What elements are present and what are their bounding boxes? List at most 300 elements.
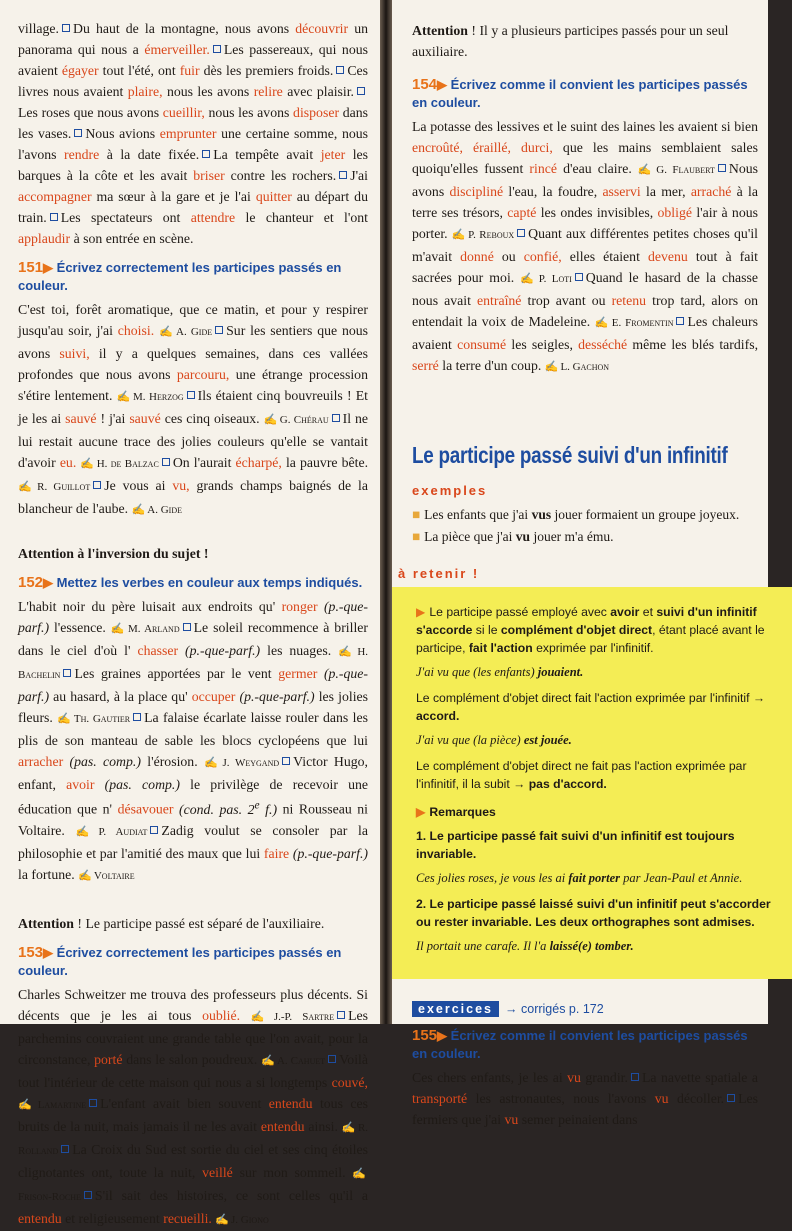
pen-icon: ✍ (78, 869, 92, 882)
text: décoller. (676, 1091, 725, 1106)
participle-in-color: capté (507, 205, 537, 220)
verb-in-color: arracher (18, 754, 64, 769)
author: P. Audiat (98, 825, 148, 838)
example-text: La pièce que j'ai (424, 529, 516, 544)
text: Ces chers enfants, je les ai (412, 1070, 563, 1085)
text: d'eau claire. (563, 161, 632, 176)
pen-icon: ✍ (18, 1098, 36, 1111)
verb-in-color: ronger (281, 599, 318, 614)
text: Ces livres nous avaient (18, 63, 369, 99)
text: tout l'été, ont (102, 63, 176, 78)
author: P. Loti (538, 273, 572, 285)
verb-in-color: jeter (320, 147, 346, 162)
participle-in-color: confié, (523, 249, 562, 264)
text: On l'aurait (172, 455, 232, 470)
triangle-icon: ▶ (43, 260, 54, 275)
separator-icon (357, 87, 365, 95)
separator-icon (61, 1145, 69, 1153)
text: Zadig voulut se consoler par la philosophie et par l'amitié des maux que lui (18, 822, 368, 861)
text: La Croix du Sud est sortie du ciel et ses cinq étoiles clignotantes ont, toute la nuit, (18, 1141, 368, 1180)
participle-in-color: rincé (529, 161, 557, 176)
text: l'essence. (53, 620, 106, 635)
tense-hint: (pas. comp.) (69, 754, 141, 769)
separator-icon (332, 414, 340, 422)
remark-bold: fait (539, 829, 558, 843)
participle-in-color: écharpé, (235, 455, 282, 470)
text: Il ne lui restait aucune trace des jolies couleurs qu'elle se vantait d'avoir (18, 411, 369, 470)
example-bold: vu (515, 529, 531, 544)
text: Les passereaux, qui nous avaient (18, 42, 368, 78)
author: H. Bachelin (18, 646, 369, 681)
exercise-150-continued (18, 18, 368, 249)
author: P. Reboux (468, 229, 515, 241)
tense-hint-part: (cond. pas. 2 (179, 801, 255, 817)
participle-in-color: vu, (172, 478, 190, 493)
pen-icon: ✍ (338, 646, 356, 658)
separator-icon (215, 326, 223, 334)
participle-in-color: sauvé (129, 411, 161, 426)
text: J'ai (350, 168, 369, 183)
text: S'il sait des histoires, ce sont celles qu'il a (94, 1187, 368, 1203)
participle-in-color: éraillé, (473, 140, 511, 155)
text: Je vous ai (104, 478, 166, 493)
text: grandir. (585, 1070, 628, 1085)
verb-in-color: briser (193, 168, 225, 183)
rule-text: exprimée par l'infinitif. (532, 641, 654, 655)
exercises-label: exercices (412, 1001, 499, 1017)
participle-in-color: devenu (647, 249, 688, 264)
text: la pauvre bête. (285, 455, 369, 470)
triangle-icon: ▶ (43, 575, 54, 590)
answers-link: → corrigés p. 172 (505, 1002, 604, 1016)
author: A. Gide (176, 326, 213, 338)
pen-icon: ✍ (158, 326, 175, 338)
exercise-153-heading (18, 944, 368, 980)
separator-icon (337, 1011, 345, 1019)
participle-in-color: vu (504, 1112, 519, 1127)
separator-icon (150, 826, 158, 834)
exercise-number: 151 (18, 259, 44, 276)
pen-icon: ✍ (75, 825, 97, 838)
verb-in-color: désavouer (117, 801, 174, 817)
participle-in-color: eu. (59, 455, 77, 470)
text: et religieusement (65, 1210, 160, 1226)
attention-note (18, 543, 368, 564)
example-bold: fait porter (568, 871, 621, 885)
separator-icon (328, 1055, 336, 1063)
author: M. Herzog (133, 391, 184, 403)
verb-in-color: plaire, (127, 84, 163, 99)
tense-hint: (p.-que-parf.) (185, 643, 261, 658)
separator-icon (62, 24, 70, 32)
text: ! j'ai (100, 411, 126, 426)
tense-hint (179, 799, 278, 817)
verb-in-color: faire (263, 845, 290, 861)
rule-bold: avoir (610, 605, 640, 619)
verb-in-color: accompagner (18, 189, 92, 204)
verb-in-color: rendre (64, 147, 100, 162)
text: nous les avons (208, 105, 290, 120)
text: La navette spatiale a (641, 1070, 758, 1085)
pen-icon: ✍ (116, 391, 132, 403)
text: les astronautes, nous l'avons (475, 1091, 647, 1106)
text: une étrange procession s'étire lentement. (18, 367, 368, 403)
rule-example (416, 731, 782, 749)
left-page-content (0, 0, 380, 1231)
exercise-instruction: Mettez les verbes en couleur aux temps indiqués. (56, 575, 363, 590)
text: tous ces bruits de la nuit, mais jamais il ne les avait (18, 1095, 368, 1134)
participle-in-color: entendu (18, 1210, 62, 1226)
separator-icon (63, 669, 71, 677)
remark-bold: laissé (539, 897, 574, 911)
participle-in-color: vu (654, 1091, 669, 1106)
pen-icon: ✍ (250, 1010, 272, 1023)
tense-hint: (p.-que-parf.) (292, 845, 368, 861)
example-text: jouer m'a ému. (530, 529, 614, 544)
verb-in-color: égayer (61, 63, 99, 78)
remark-2 (416, 895, 782, 931)
remark-bold: ou (416, 915, 435, 929)
text: tout à fait sacrées pour moi. (412, 249, 759, 285)
rule-text: Le participe passé employé avec (429, 605, 611, 619)
separator-icon (89, 1099, 97, 1107)
exercise-number: 155 (412, 1027, 438, 1044)
verb-in-color: émerveiller. (144, 42, 210, 57)
text: à la date fixée. (106, 147, 200, 162)
participle-in-color: asservi (602, 184, 641, 199)
text: à la terre ses trésors, (412, 184, 758, 220)
example-text: par Jean-Paul et Annie. (620, 871, 743, 885)
remark-bold: 1. Le participe passé (416, 829, 540, 843)
text: Nous avons (412, 161, 759, 199)
text: ou (501, 249, 516, 264)
exercise-154-heading (412, 76, 758, 112)
text: ces cinq oiseaux. (164, 411, 260, 426)
lesson-title: Le participe passé suivi d'un infinitif (412, 442, 728, 468)
text: même les blés tardifs, (632, 337, 759, 352)
pen-icon: ✍ (18, 481, 36, 493)
exercise-instruction: Écrivez comme il convient les participes passés en couleur. (412, 1028, 748, 1061)
tense-hint: (p.-que-parf.) (18, 599, 369, 635)
text: Les fermiers que j'ai (412, 1091, 759, 1127)
verb-in-color: occuper (191, 689, 236, 704)
participle-in-color: desséché (578, 337, 628, 352)
remember-box (392, 587, 792, 979)
separator-icon (187, 391, 195, 399)
pen-icon: ✍ (637, 164, 655, 176)
author: E. Fromentin (611, 317, 674, 329)
separator-icon (339, 171, 347, 179)
text: Les roses que nous avons (18, 105, 160, 120)
remarks-title: Remarques (429, 805, 496, 819)
verb-in-color: découvrir (295, 21, 349, 36)
text: l'eau, la foudre, (508, 184, 598, 199)
participle-in-color: sauvé (65, 411, 97, 426)
author: G. Chérau (279, 414, 329, 426)
text: grands champs baignés de la blancheur de l'aube. (18, 478, 369, 516)
tense-hint-sup: e (254, 799, 260, 811)
pen-icon: ✍ (203, 757, 221, 769)
text: semer peinaient dans (521, 1112, 638, 1127)
remark-example (416, 869, 782, 887)
author: J.-P. Sartre (273, 1010, 335, 1023)
example-text: Il portait une carafe. Il l'a (416, 939, 550, 953)
text: L'habit noir du père luisait aux endroits qu' (18, 599, 276, 614)
bullet-icon: ■ (412, 507, 421, 522)
rule-2 (416, 689, 782, 725)
author: M. Arland (127, 623, 180, 635)
triangle-icon: ▶ (437, 77, 448, 92)
verb-in-color: cueillir, (162, 105, 205, 120)
triangle-icon: ▶ (437, 1028, 448, 1043)
participle-in-color: entendu (260, 1118, 305, 1134)
text: contre les rochers. (230, 168, 337, 183)
pen-icon: ✍ (544, 361, 559, 373)
text: sur mon sommeil. (239, 1164, 346, 1180)
rule-example (416, 663, 782, 681)
remark-bold: 2. Le participe passé (416, 897, 540, 911)
exercise-153-text (18, 984, 368, 1231)
author: R. Rolland (18, 1121, 369, 1157)
rule-text: et (639, 605, 657, 619)
text: les ondes invisibles, (540, 205, 654, 220)
rule-bold: complément d'objet direct (500, 623, 653, 637)
participle-in-color: donné (460, 249, 494, 264)
text: Le soleil recommence à briller dans le ciel d'où l' (18, 620, 369, 658)
author: G. Flaubert (656, 164, 715, 176)
text: trop tard, alors on entendait la voix de Madeleine. (412, 293, 759, 329)
text: Quand le hasard de la chasse nous avait (412, 270, 758, 308)
text: le privilège de recevoir une éducation que n' (18, 777, 369, 817)
exercise-instruction: Écrivez correctement les participes passés en couleur. (18, 944, 342, 978)
text: ma sœur à la gare et je l'ai (96, 189, 251, 204)
rule-text: Le complément d'objet direct ne fait pas l'action exprimée par l'infinitif, il la subit → (416, 759, 747, 791)
text: nous les avons (166, 84, 250, 99)
participle-in-color: choisi. (117, 323, 155, 338)
bullet-icon: ■ (412, 529, 421, 544)
verb-in-color: attendre (190, 210, 236, 225)
example-bold: vus (531, 507, 552, 522)
text: Ils étaient cinq bouvreuils ! Et je les ai (18, 388, 368, 426)
remark-bold: rester invariable. (434, 915, 532, 929)
remember-label: à retenir ! (398, 566, 480, 581)
verb-in-color: germer (278, 666, 318, 681)
participle-in-color: entendu (268, 1095, 313, 1111)
pen-icon: ✍ (131, 504, 146, 516)
participle-in-color: durci, (521, 140, 553, 155)
separator-icon (183, 623, 191, 631)
text: Victor Hugo, enfant, (18, 754, 368, 792)
attention-text: ! Il y a plusieurs participes passés pour un seul auxiliaire. (412, 23, 729, 59)
text: Voilà tout l'intérieur de cette maison qui nous a si longtemps (18, 1051, 368, 1090)
participle-in-color: veillé (202, 1164, 233, 1180)
exercise-instruction: Écrivez comme il convient les participes passés en couleur. (412, 77, 748, 110)
text: ni Rousseau ni Voltaire. (18, 801, 369, 838)
text: avec plaisir. (287, 84, 355, 99)
book-gutter (380, 0, 392, 1024)
text: L'enfant avait bien souvent (100, 1095, 262, 1111)
verb-in-color: disposer (293, 105, 340, 120)
text: dans les vases. (18, 105, 369, 141)
pen-icon: ✍ (110, 623, 126, 635)
text: village. (18, 21, 59, 36)
text: Les graines apportées par le vent (74, 666, 272, 681)
text: à son entrée en scène. (73, 231, 194, 246)
example-line (412, 504, 758, 526)
separator-icon (213, 45, 221, 53)
verb-in-color: avoir (66, 777, 95, 792)
text: dans le salon poudreux. (126, 1051, 258, 1067)
exercises-bar (412, 1001, 758, 1017)
pen-icon: ✍ (451, 229, 467, 241)
text: Charles Schweitzer me trouva des professeurs plus décents. Si décents que je les ai tous (18, 986, 368, 1023)
remark-bold: Les deux orthographes sont admises. (531, 915, 755, 929)
examples-label: exemples (412, 483, 488, 498)
example-text: J'ai vu que (la pièce) (416, 733, 524, 747)
participle-in-color: consumé (457, 337, 507, 352)
text: la fortune. (18, 866, 75, 882)
text: un panorama qui nous (18, 21, 368, 57)
author: A. Gide (147, 504, 183, 516)
separator-icon (631, 1073, 639, 1081)
participle-in-color: encroûté, (412, 140, 463, 155)
text: Nous avions (85, 126, 156, 141)
separator-icon (718, 164, 726, 172)
remark-bold: peut s'accorder (680, 897, 771, 911)
rule-bold: fait l'action (468, 641, 533, 655)
text: que les mains semblaient sales quoiqu'elles fussent (412, 140, 759, 176)
participle-in-color: parcouru, (176, 367, 230, 382)
pen-icon: ✍ (594, 317, 610, 329)
example-bold: est jouée. (523, 733, 572, 747)
attention-label: Attention (18, 915, 74, 931)
example-bold: laissé(e) tomber. (549, 939, 634, 953)
text: Les spectateurs ont (60, 210, 181, 225)
exercise-151-text (18, 299, 368, 521)
author: A. Cahuet (276, 1054, 326, 1067)
text: ainsi. (308, 1118, 338, 1134)
author: J. Weygand (222, 757, 280, 769)
participle-in-color: serré (412, 358, 439, 373)
rule-bold: suivi d'un infinitif s'accorde (416, 605, 757, 637)
pen-icon: ✍ (341, 1121, 356, 1134)
verb-in-color: emprunter (159, 126, 217, 141)
separator-icon (517, 229, 525, 237)
separator-icon (133, 713, 141, 721)
pen-icon: ✍ (215, 1213, 230, 1226)
separator-icon (84, 1191, 92, 1199)
text: l'érosion. (147, 754, 198, 769)
exercise-number: 153 (18, 943, 44, 961)
example-text: J'ai vu que (les enfants) (416, 665, 538, 679)
separator-icon (727, 1094, 735, 1102)
text: dès les premiers froids. (203, 63, 334, 78)
tense-hint: (pas. comp.) (104, 777, 180, 792)
text: Sur les sentiers que nous avons (18, 323, 369, 361)
verb-in-color: chasser (137, 643, 179, 658)
text: elles étaient (569, 249, 640, 264)
text: il y a quelques semaines, dans ces vallées profondes que nous avons (18, 346, 368, 382)
participle-in-color: retenu (611, 293, 647, 308)
exercise-number: 154 (412, 76, 438, 93)
author: Frison-Roche (18, 1190, 81, 1203)
participle-in-color: porté (94, 1051, 123, 1067)
example-text: jouer formaient un groupe joyeux. (551, 507, 740, 522)
exercise-152-heading (18, 574, 368, 592)
verb-in-color: fuir (179, 63, 200, 78)
rule-text: si le (472, 623, 501, 637)
text: Du haut de la montagne, nous avons (73, 21, 290, 36)
participle-in-color: vu (567, 1070, 581, 1085)
separator-icon (93, 481, 101, 489)
remark-bold: suivi d'un infinitif (573, 897, 681, 911)
separator-icon (162, 458, 170, 466)
participle-in-color: suivi, (59, 346, 90, 361)
attention-label: Attention (412, 23, 468, 38)
right-page-content (392, 0, 771, 1130)
participle-in-color: arraché (690, 184, 732, 199)
triangle-icon: ▶ (416, 605, 426, 619)
exercise-155-heading (412, 1027, 758, 1063)
text: C'est toi, forêt aromatique, que ce matin, et pour y respirer jusqu'au soir, j'ai (18, 302, 368, 338)
text: La falaise écarlate laisse rouler dans les plis de son manteau de sable les blocs cyclopéens que lui (18, 710, 368, 748)
participle-in-color: oublié. (202, 1007, 241, 1023)
attention-note (18, 913, 368, 934)
author: L. Gachon (560, 361, 610, 373)
pen-icon: ✍ (261, 1054, 275, 1067)
exercise-instruction: Écrivez correctement les participes passés en couleur. (18, 260, 342, 293)
author: J. Giono (231, 1213, 269, 1226)
pen-icon: ✍ (520, 273, 537, 285)
separator-icon (575, 273, 583, 281)
remark-bold: suivi d'un infinitif est (557, 829, 686, 843)
tense-hint: (p.-que-parf.) (239, 689, 315, 704)
text: les nuages. (267, 643, 332, 658)
pen-icon: ✍ (57, 713, 72, 725)
text: Quant aux différentes petites choses qu'il m'avait (412, 226, 758, 264)
verb-in-color: quitter (255, 189, 292, 204)
author: Lamartine (37, 1098, 87, 1111)
remark-example (416, 937, 782, 955)
participle-in-color: couvé, (331, 1074, 369, 1090)
remark-bold: toujours invariable. (416, 829, 735, 861)
text: les jolies fleurs. (18, 689, 369, 725)
text: la terre d'un coup. (442, 358, 542, 373)
text: au hasard, à la place qu' (53, 689, 188, 704)
separator-icon (74, 129, 82, 137)
text: le chanteur et l'ont (245, 210, 368, 225)
attention-text: ! Le participe passé est séparé de l'auxiliaire. (77, 915, 325, 931)
exercise-155-text (412, 1067, 758, 1130)
example-text: Ces jolies roses, je vous les ai (416, 871, 569, 885)
rule-text: Le complément d'objet direct fait l'action exprimée par l'infinitif → (416, 691, 766, 705)
text: La tempête avait (213, 147, 314, 162)
participle-in-color: obligé (657, 205, 692, 220)
separator-icon (282, 757, 290, 765)
author: Voltaire (93, 869, 135, 882)
exercise-154-text (412, 116, 758, 378)
attention-text: Attention à l'inversion du sujet ! (18, 546, 209, 561)
example-text: Les enfants que j'ai (424, 507, 532, 522)
examples-list (412, 504, 758, 548)
text: la mer, (646, 184, 686, 199)
separator-icon (676, 317, 684, 325)
text: Les parchemins couvraient une grande table que l'on avait, pour la circonstance, (18, 1007, 369, 1067)
triangle-icon: ▶ (416, 805, 426, 819)
exercise-number: 152 (18, 574, 44, 591)
example-line (412, 526, 758, 548)
tense-hint-part: f.) (265, 801, 278, 817)
